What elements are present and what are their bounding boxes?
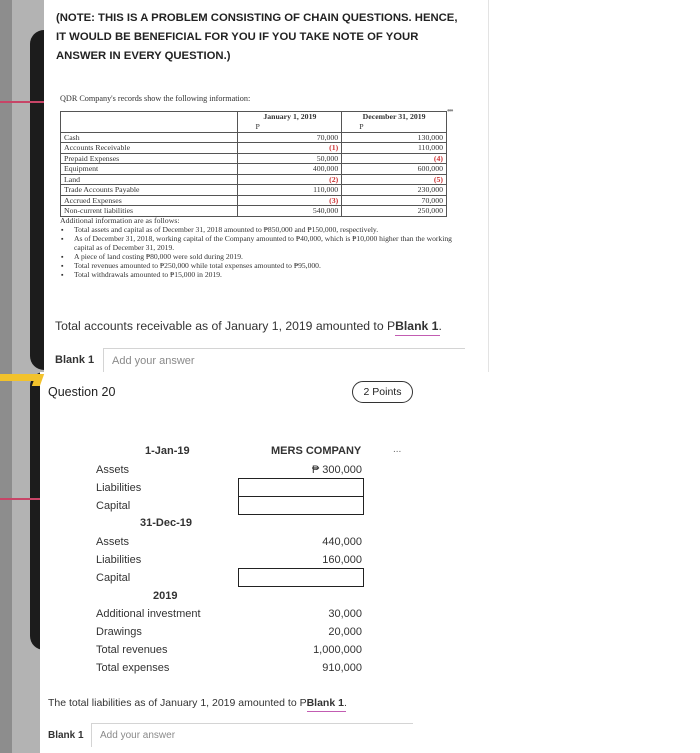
points-badge: 2 Points [352, 381, 413, 403]
table-row: Accounts Receivable (1) 110,000 [61, 143, 447, 154]
list-item: ▪ As of December 31, 2018, working capital of the Company amounted to ₱40,000, which is ₱10,000 higher than the working capital as of December 31, 2019. [60, 235, 470, 253]
table-header-blank [61, 112, 238, 123]
dec-capital-box [238, 568, 364, 587]
left-background-strip [0, 0, 44, 372]
list-item: ▪ Total assets and capital as of December 31, 2018 amounted to ₱850,000 and ₱150,000, respectively. [60, 226, 470, 235]
question-panel-bottom [0, 372, 700, 753]
date-dec: 31-Dec-19 [140, 517, 192, 529]
left-pink-line [0, 498, 44, 500]
list-item: ▪ A piece of land costing ₱80,000 were sold during 2019. [60, 253, 470, 262]
dec-assets-value: 440,000 [322, 536, 362, 548]
bookmark-tab-icon [0, 374, 40, 381]
additional-info-list [60, 226, 470, 279]
answer-row [55, 348, 465, 372]
item-value: 20,000 [328, 626, 362, 638]
more-options-icon[interactable]: ... [393, 444, 402, 455]
blank-marker: (4) [342, 153, 447, 164]
list-item: ▪ Total withdrawals amounted to ₱15,000 in 2019. [60, 271, 470, 280]
question-panel-top [0, 0, 700, 372]
jan-assets-value: ₱ 300,000 [311, 464, 362, 476]
assets-label: Assets [96, 536, 130, 548]
table-row: Equipment 400,000 600,000 [61, 164, 447, 175]
question-title: Question 20 [48, 385, 116, 399]
table-row: Cash 70,000 130,000 [61, 132, 447, 143]
blank-marker: (5) [342, 174, 447, 185]
item-value: 910,000 [322, 662, 362, 674]
table-row: Trade Accounts Payable 110,000 230,000 [61, 185, 447, 196]
question-text: The total liabilities as of January 1, 2019 amounted to PBlank 1. [48, 697, 347, 709]
table-row: Non-current liabilities 540,000 250,000 [61, 206, 447, 217]
question-text: Total accounts receivable as of January 1, 2019 amounted to PBlank 1. [55, 319, 442, 333]
capital-label: Capital [96, 500, 131, 512]
item-label: Drawings [96, 626, 142, 638]
left-strip-curve [30, 30, 44, 370]
blank-reference: Blank 1 [395, 319, 439, 333]
left-background-strip [0, 372, 44, 753]
more-options-icon[interactable]: ••• [447, 106, 453, 115]
blank-label: Blank 1 [48, 729, 84, 741]
records-table [60, 111, 447, 217]
records-intro: QDR Company's records show the following information: [60, 94, 251, 103]
blank-label: Blank 1 [55, 354, 95, 366]
table-row: Prepaid Expenses 50,000 (4) [61, 153, 447, 164]
date-jan: 1-Jan-19 [145, 445, 190, 457]
blank-marker: (1) [238, 143, 342, 154]
item-label: Total expenses [96, 662, 170, 674]
item-label: Additional investment [96, 608, 201, 620]
table-header-dec: December 31, 2019 [342, 112, 447, 123]
blank-marker: (3) [238, 195, 342, 206]
table-row: Land (2) (5) [61, 174, 447, 185]
answer-row [48, 723, 413, 747]
dec-liabilities-value: 160,000 [322, 554, 362, 566]
chain-question-note: (NOTE: THIS IS A PROBLEM CONSISTING OF CHAIN QUESTIONS. HENCE, IT WOULD BE BENEFICIAL FOR YOU IF YOU TAKE NOTE OF YOUR ANSWER IN EVERY QUESTION.) [56, 12, 458, 62]
answer-input[interactable] [91, 723, 413, 747]
item-value: 30,000 [328, 608, 362, 620]
liabilities-label: Liabilities [96, 482, 142, 494]
table-header-jan: January 1, 2019 [238, 112, 342, 123]
answer-input[interactable] [103, 348, 465, 372]
left-pink-line [0, 101, 44, 103]
company-name: MERS COMPANY [271, 445, 362, 457]
currency-jan: P [238, 122, 342, 132]
item-value: 1,000,000 [313, 644, 362, 656]
left-strip-shadow [0, 0, 12, 372]
blank-marker: (2) [238, 174, 342, 185]
additional-info-heading: Additional information are as follows: [60, 216, 180, 225]
year-label: 2019 [153, 590, 178, 602]
jan-capital-box [238, 496, 364, 515]
liabilities-label: Liabilities [96, 554, 142, 566]
table-row: Accrued Expenses (3) 70,000 [61, 195, 447, 206]
item-label: Total revenues [96, 644, 168, 656]
left-strip-shadow [0, 372, 12, 753]
currency-dec: P [342, 122, 447, 132]
list-item: ▪ Total revenues amounted to ₱250,000 while total expenses amounted to ₱95,000. [60, 262, 470, 271]
blank-reference: Blank 1 [306, 697, 344, 709]
panel-divider [488, 0, 489, 372]
jan-liabilities-box [238, 478, 364, 497]
capital-label: Capital [96, 572, 131, 584]
assets-label: Assets [96, 464, 130, 476]
